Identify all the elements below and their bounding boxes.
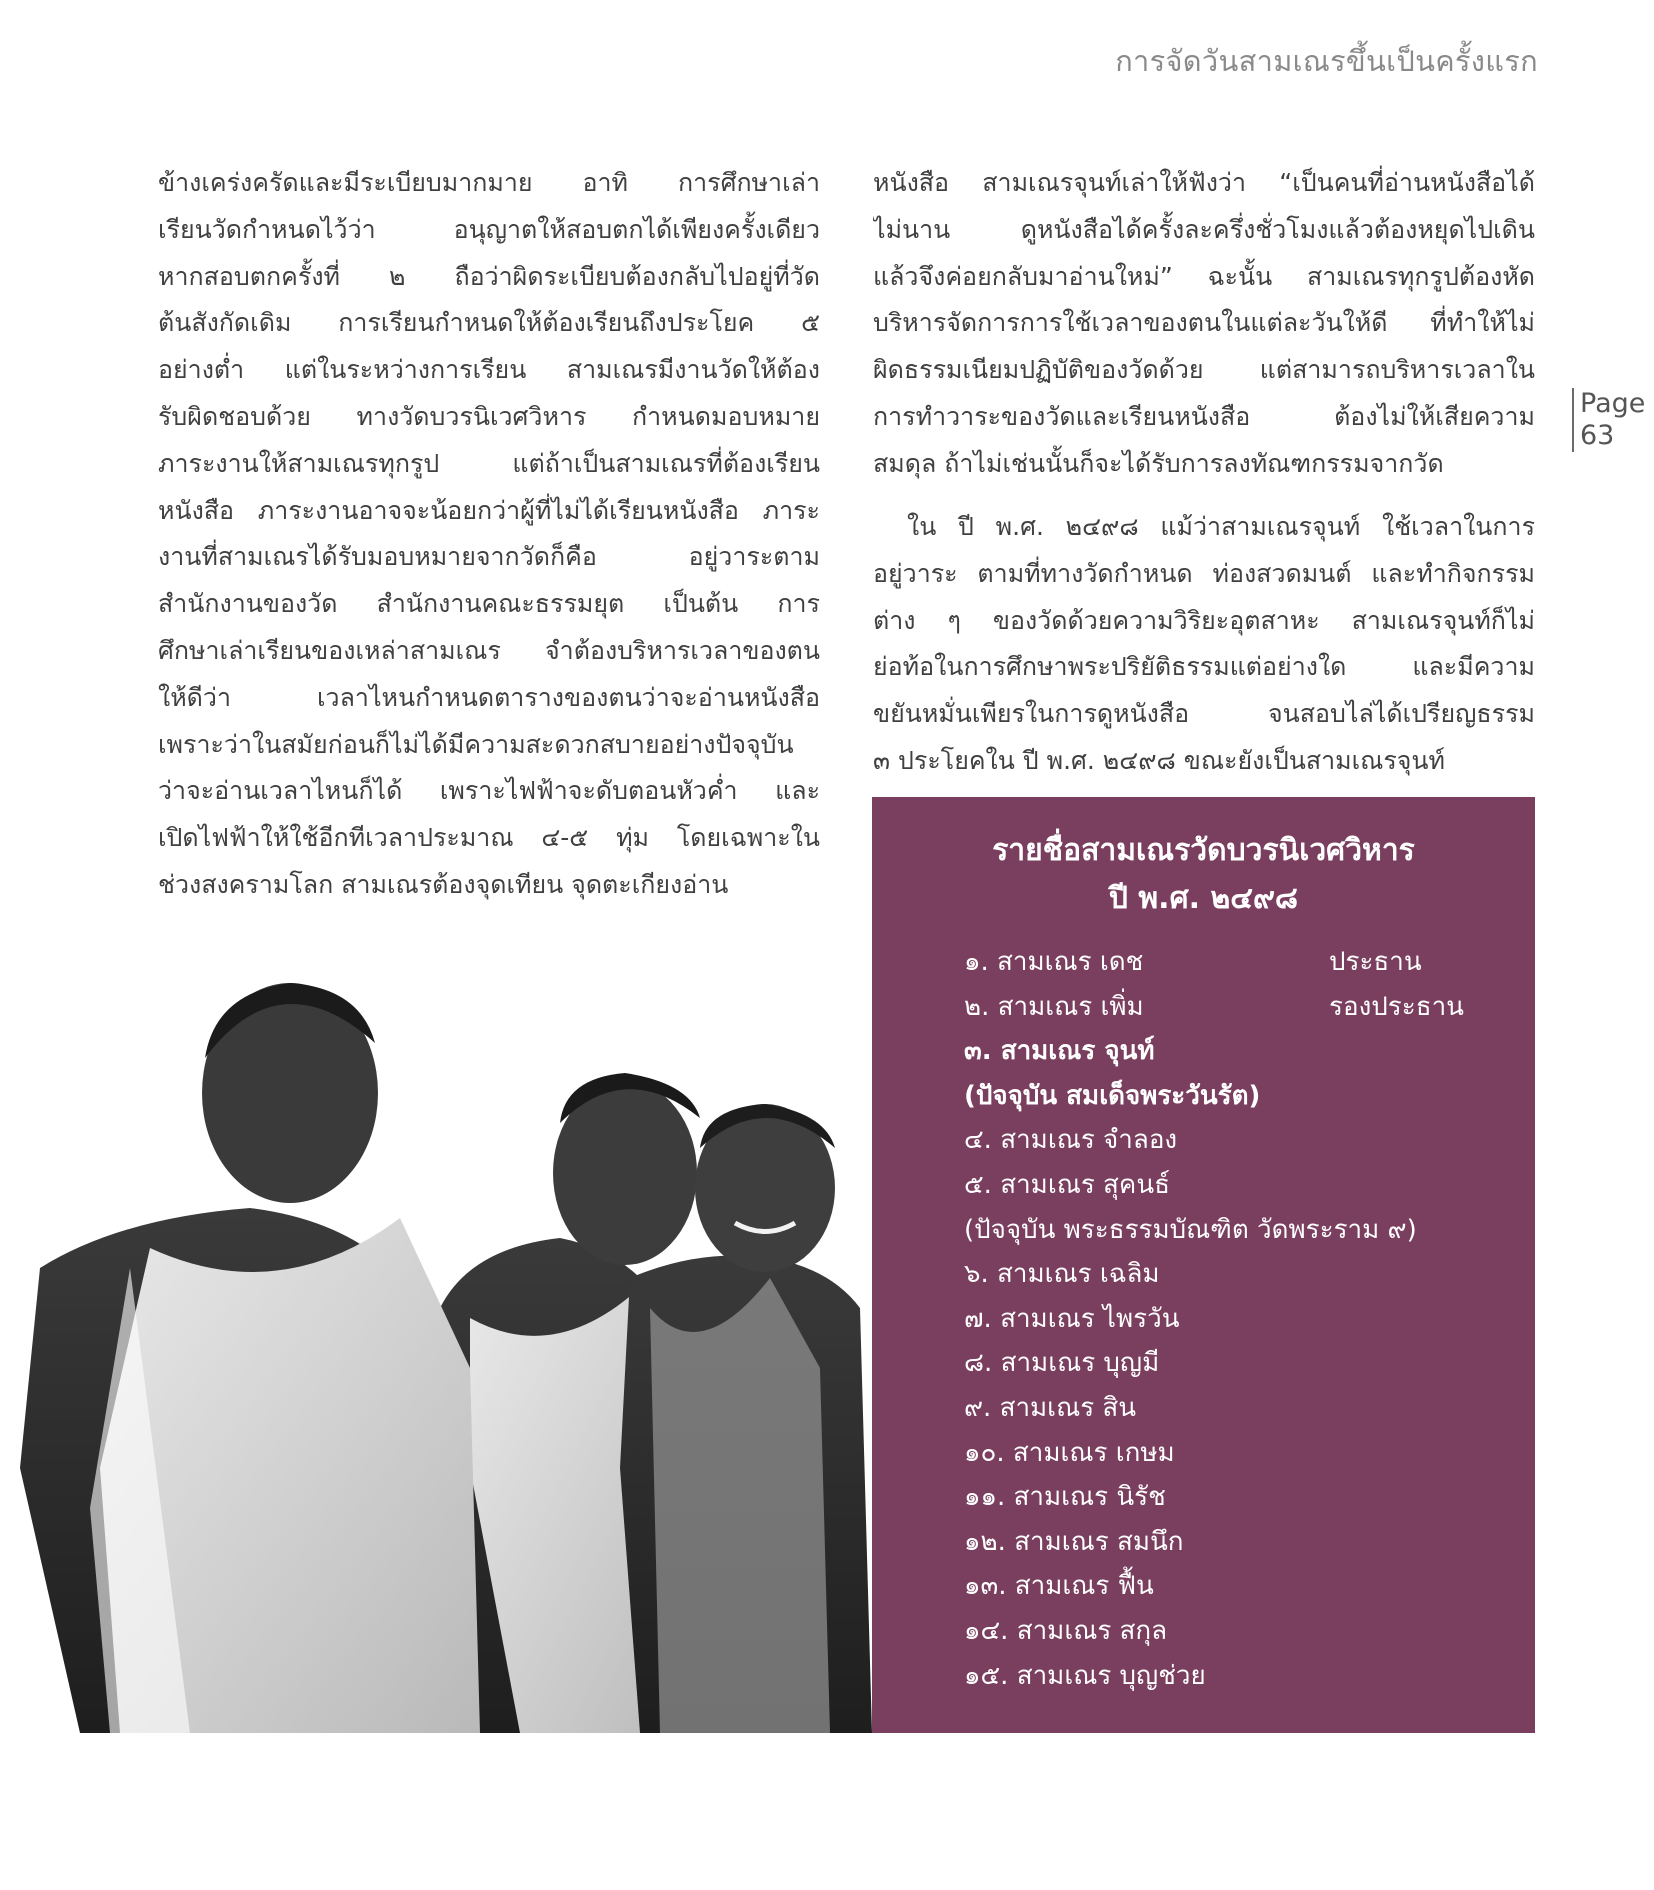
running-head: การจัดวันสามเณรขึ้นเป็นครั้งแรก [1115,44,1538,78]
body-text-line: ไม่นาน ดูหนังสือได้ครั้งละครึ่งชั่วโมงแล้วต้องหยุดไปเดิน [873,214,1535,244]
page-number: 63 [1580,420,1615,451]
body-text-line: บริหารจัดการการใช้เวลาของตนในแต่ละวันให้ดี ที่ทำให้ไม่ [873,308,1535,338]
photo-illustration [0,948,872,1733]
novice-role: รองประธาน [1329,991,1464,1022]
novice-list-item [964,1029,1504,1074]
left-column-text [158,160,820,909]
body-text-line: เปิดไฟฟ้าให้ใช้อีกทีเวลาประมาณ ๔-๕ ทุ่ม โดยเฉพาะใน [158,823,820,853]
right-column-paragraph-1 [873,160,1535,488]
page-label: Page [1580,388,1646,419]
novice-list-item [964,1475,1504,1520]
novice-list-item [964,1386,1504,1431]
novice-list-item [964,1431,1504,1476]
novice-name: (ปัจจุบัน พระธรรมบัณฑิต วัดพระราม ๙) [964,1214,1417,1245]
novice-list-item [964,1297,1504,1342]
novice-list-item [964,1208,1504,1253]
body-text-line: ๓ ประโยคใน ปี พ.ศ. ๒๔๙๘ ขณะยังเป็นสามเณรจุนท์ [873,745,1445,775]
novice-name: ๘. สามเณร บุญมี [964,1348,1160,1379]
novice-list-item [964,940,1504,985]
novice-name: ๓. สามเณร จุนท์ [964,1036,1155,1067]
body-text-line: รับผิดชอบด้วย ทางวัดบวรนิเวศวิหาร กำหนดมอบหมาย [158,401,820,431]
novice-name: ๒. สามเณร เพิ่ม [964,991,1144,1022]
novice-name: ๙. สามเณร สิน [964,1392,1137,1423]
novice-name: (ปัจจุบัน สมเด็จพระวันรัต) [964,1080,1261,1111]
novice-list-item [964,1564,1504,1609]
novice-name: ๑๓. สามเณร ฟื้น [964,1571,1154,1602]
body-text-line: ขยันหมั่นเพียรในการดูหนังสือ จนสอบไล่ได้เปรียญธรรม [873,699,1535,729]
body-text-line: ภาระงานให้สามเณรทุกรูป แต่ถ้าเป็นสามเณรที่ต้องเรียน [158,448,820,478]
body-text-line: ศึกษาเล่าเรียนของเหล่าสามเณร จำต้องบริหารเวลาของตน [158,635,820,665]
body-text-line: ต่าง ๆ ของวัดด้วยความวิริยะอุตสาหะ สามเณรจุนท์ก็ไม่ [873,605,1535,635]
body-text-line: ผิดธรรมเนียมปฏิบัติของวัดด้วย แต่สามารถบริหารเวลาใน [873,355,1535,385]
novice-name: ๗. สามเณร ไพรวัน [964,1303,1180,1334]
right-column-paragraph-2 [873,504,1535,785]
novice-name: ๑๒. สามเณร สมนึก [964,1526,1184,1557]
novice-list-item [964,1074,1504,1119]
novice-list-item [964,1654,1504,1699]
body-text-line: งานที่สามเณรได้รับมอบหมายจากวัดก็คือ อยู่วาระตาม [158,542,820,572]
body-text-line: ช่วงสงครามโลก สามเณรต้องจุดเทียน จุดตะเกียงอ่าน [158,869,729,899]
body-text-line: หนังสือ ภาระงานอาจจะน้อยกว่าผู้ที่ไม่ได้เรียนหนังสือ ภาระ [158,495,820,525]
novice-list-item [964,1341,1504,1386]
body-text-line: เรียนวัดกำหนดไว้ว่า อนุญาตให้สอบตกได้เพียงครั้งเดียว [158,214,820,244]
body-text-line: ให้ดีว่า เวลาไหนกำหนดตารางของตนว่าจะอ่านหนังสือ [158,682,820,712]
body-text-line: การทำวาระของวัดและเรียนหนังสือ ต้องไม่ให้เสียความ [873,401,1535,431]
page-marker [1572,388,1645,452]
body-text-line: ย่อท้อในการศึกษาพระปริยัติธรรมแต่อย่างใด และมีความ [873,652,1535,682]
body-text-line: สำนักงานของวัด สำนักงานคณะธรรมยุต เป็นต้น การ [158,589,820,619]
body-text-line: เพราะว่าในสมัยก่อนก็ไม่ได้มีความสะดวกสบายอย่างปัจจุบัน [158,729,794,759]
novice-list-item [964,1609,1504,1654]
novice-list-title-line1: รายชื่อสามเณรวัดบวรนิเวศวิหาร [992,833,1415,868]
novice-list-item [964,1252,1504,1297]
body-text-line: อย่างต่ำ แต่ในระหว่างการเรียน สามเณรมีงานวัดให้ต้อง [158,355,820,385]
body-text-line: สมดุล ถ้าไม่เช่นนั้นก็จะได้รับการลงทัณฑกรรมจากวัด [873,448,1444,478]
novice-list-box [872,797,1535,1733]
novice-name: ๑๐. สามเณร เกษม [964,1437,1175,1468]
body-text-line: ต้นสังกัดเดิม การเรียนกำหนดให้ต้องเรียนถึงประโยค ๕ [158,308,820,338]
novice-list-title [872,827,1535,923]
body-text-line: ใน ปี พ.ศ. ๒๔๙๘ แม้ว่าสามเณรจุนท์ ใช้เวลาในการ [907,512,1535,541]
novices-photo [0,948,872,1733]
novice-name: ๔. สามเณร จำลอง [964,1125,1178,1156]
body-text-line: ข้างเคร่งครัดและมีระเบียบมากมาย อาทิ การศึกษาเล่า [158,168,820,197]
novice-name: ๑. สามเณร เดช [964,947,1144,977]
novice-list-item [964,1163,1504,1208]
novice-name: ๕. สามเณร สุคนธ์ [964,1169,1170,1200]
body-text-line: หากสอบตกครั้งที่ ๒ ถือว่าผิดระเบียบต้องกลับไปอยู่ที่วัด [158,261,820,291]
novice-list-items [964,940,1504,1698]
body-text-line: แล้วจึงค่อยกลับมาอ่านใหม่” ฉะนั้น สามเณรทุกรูปต้องหัด [873,261,1535,291]
novice-list-title-line2: ปี พ.ศ. ๒๔๙๘ [1108,881,1299,916]
novice-list-item [964,985,1504,1030]
body-text-line: อยู่วาระ ตามที่ทางวัดกำหนด ท่องสวดมนต์ และทำกิจกรรม [873,558,1535,588]
body-text-line: ว่าจะอ่านเวลาไหนก็ได้ เพราะไฟฟ้าจะดับตอนหัวค่ำ และ [158,776,820,806]
novice-name: ๑๑. สามเณร นิรัช [964,1482,1166,1513]
novice-role: ประธาน [1329,947,1422,977]
novice-name: ๑๕. สามเณร บุญช่วย [964,1660,1206,1691]
novice-list-item [964,1118,1504,1163]
novice-list-item [964,1520,1504,1565]
body-text-line: หนังสือ สามเณรจุนท์เล่าให้ฟังว่า “เป็นคนที่อ่านหนังสือได้ [873,168,1535,197]
novice-name: ๖. สามเณร เฉลิม [964,1259,1160,1290]
novice-name: ๑๔. สามเณร สกุล [964,1615,1168,1646]
